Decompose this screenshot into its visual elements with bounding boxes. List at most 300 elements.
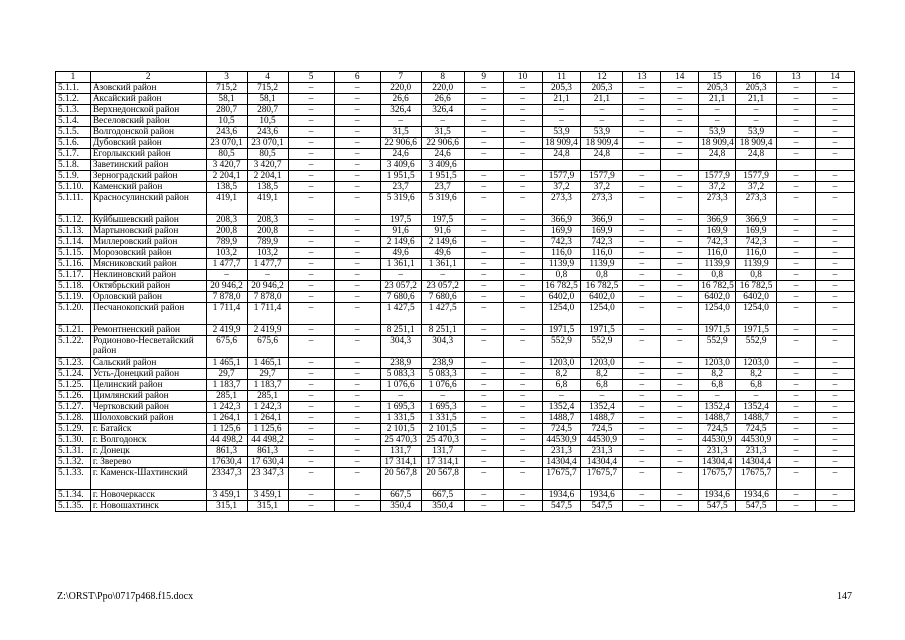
value-cell: 6402,0	[699, 292, 736, 303]
value-cell: 44530,9	[581, 435, 623, 446]
row-number-cell: 5.1.8.	[56, 160, 91, 171]
value-cell: –	[777, 182, 816, 193]
table-row	[56, 215, 855, 226]
value-cell: –	[815, 226, 854, 237]
value-cell: 552,9	[542, 336, 581, 358]
value-cell: –	[815, 105, 854, 116]
row-number-cell: 5.1.21.	[56, 325, 91, 336]
value-cell: 273,3	[542, 193, 581, 215]
value-cell: –	[777, 83, 816, 94]
value-cell: –	[815, 138, 854, 149]
value-cell: –	[464, 105, 503, 116]
value-cell: –	[288, 138, 334, 149]
district-name-cell: г. Зверево	[90, 457, 206, 468]
value-cell: –	[288, 369, 334, 380]
value-cell: –	[623, 435, 661, 446]
value-cell: –	[815, 446, 854, 457]
value-cell: 3 420,7	[206, 160, 247, 171]
value-cell: –	[777, 127, 816, 138]
value-cell: –	[661, 215, 699, 226]
value-cell: –	[334, 292, 380, 303]
value-cell: –	[288, 402, 334, 413]
table-header-row	[56, 72, 855, 83]
value-cell: –	[334, 127, 380, 138]
value-cell: 231,3	[699, 446, 736, 457]
value-cell: 8,2	[581, 369, 623, 380]
value-cell: –	[503, 215, 542, 226]
value-cell: –	[464, 259, 503, 270]
value-cell: –	[542, 391, 581, 402]
value-cell: –	[623, 369, 661, 380]
value-cell: –	[623, 138, 661, 149]
value-cell: –	[503, 248, 542, 259]
value-cell: 789,9	[206, 237, 247, 248]
value-cell: 243,6	[206, 127, 247, 138]
value-cell: –	[623, 127, 661, 138]
table-row	[56, 248, 855, 259]
value-cell: –	[503, 270, 542, 281]
value-cell: –	[815, 248, 854, 259]
value-cell: 419,1	[206, 193, 247, 215]
value-cell: –	[334, 270, 380, 281]
district-name-cell: Родионово-Несветайский район	[90, 336, 206, 358]
value-cell: –	[815, 116, 854, 127]
row-number-cell: 5.1.4.	[56, 116, 91, 127]
value-cell: –	[661, 358, 699, 369]
value-cell: –	[777, 248, 816, 259]
value-cell: 1 361,1	[380, 259, 421, 270]
district-name-cell: г. Батайск	[90, 424, 206, 435]
value-cell: –	[503, 303, 542, 325]
value-cell	[581, 160, 623, 171]
value-cell: 20 946,2	[247, 281, 288, 292]
value-cell: –	[334, 325, 380, 336]
value-cell: –	[777, 468, 816, 490]
value-cell: –	[464, 149, 503, 160]
value-cell: 1 361,1	[421, 259, 464, 270]
value-cell: 131,7	[380, 446, 421, 457]
value-cell: 3 420,7	[247, 160, 288, 171]
value-cell: –	[464, 402, 503, 413]
value-cell: –	[623, 270, 661, 281]
value-cell: –	[581, 391, 623, 402]
value-cell: –	[464, 435, 503, 446]
value-cell: 14304,4	[542, 457, 581, 468]
value-cell: –	[503, 424, 542, 435]
value-cell: –	[815, 413, 854, 424]
value-cell: –	[334, 138, 380, 149]
value-cell	[542, 160, 581, 171]
value-cell: –	[503, 171, 542, 182]
value-cell: 1352,4	[699, 402, 736, 413]
value-cell: –	[288, 270, 334, 281]
value-cell: 5 083,3	[380, 369, 421, 380]
value-cell: –	[464, 303, 503, 325]
value-cell: 53,9	[736, 127, 777, 138]
value-cell: 17675,7	[736, 468, 777, 490]
value-cell: 10,5	[247, 116, 288, 127]
value-cell: –	[777, 380, 816, 391]
value-cell: 44530,9	[699, 435, 736, 446]
value-cell: –	[503, 83, 542, 94]
value-cell: 7 878,0	[206, 292, 247, 303]
value-cell	[699, 160, 736, 171]
value-cell: 3 409,6	[380, 160, 421, 171]
value-cell: 24,8	[542, 149, 581, 160]
value-cell: –	[661, 237, 699, 248]
value-cell: –	[777, 490, 816, 501]
value-cell: –	[464, 413, 503, 424]
district-name-cell: г. Новошахтинск	[90, 501, 206, 512]
value-cell: 2 149,6	[380, 237, 421, 248]
table-row	[56, 380, 855, 391]
value-cell: –	[736, 116, 777, 127]
value-cell: 1 331,5	[380, 413, 421, 424]
value-cell: 7 878,0	[247, 292, 288, 303]
value-cell: –	[503, 336, 542, 358]
value-cell: 116,0	[736, 248, 777, 259]
value-cell: 1254,0	[542, 303, 581, 325]
value-cell: –	[503, 182, 542, 193]
value-cell: –	[623, 226, 661, 237]
value-cell: 1254,0	[581, 303, 623, 325]
value-cell: 16 782,5	[581, 281, 623, 292]
value-cell: –	[542, 105, 581, 116]
value-cell: 2 101,5	[421, 424, 464, 435]
value-cell: 1488,7	[736, 413, 777, 424]
value-cell: –	[661, 149, 699, 160]
value-cell: 6,8	[736, 380, 777, 391]
value-cell: –	[815, 171, 854, 182]
value-cell: –	[464, 501, 503, 512]
value-cell: 205,3	[581, 83, 623, 94]
district-name-cell: Цимлянский район	[90, 391, 206, 402]
value-cell: –	[288, 281, 334, 292]
district-name-cell: г. Каменск-Шахтинский	[90, 468, 206, 490]
value-cell: –	[334, 391, 380, 402]
row-number-cell: 5.1.22.	[56, 336, 91, 358]
value-cell: 26,6	[421, 94, 464, 105]
column-header: 11	[542, 72, 581, 83]
value-cell: 14304,4	[581, 457, 623, 468]
value-cell: 23347,3	[206, 468, 247, 490]
value-cell: 6402,0	[542, 292, 581, 303]
value-cell: 1 183,7	[247, 380, 288, 391]
value-cell: –	[334, 215, 380, 226]
value-cell: 1 951,5	[421, 171, 464, 182]
value-cell: 53,9	[542, 127, 581, 138]
value-cell: –	[503, 402, 542, 413]
column-header: 5	[288, 72, 334, 83]
value-cell: 21,1	[736, 94, 777, 105]
value-cell: –	[581, 116, 623, 127]
value-cell: –	[288, 193, 334, 215]
value-cell: –	[815, 435, 854, 446]
value-cell: –	[503, 237, 542, 248]
table-row	[56, 303, 855, 325]
value-cell: –	[464, 281, 503, 292]
value-cell: 1488,7	[699, 413, 736, 424]
table-row	[56, 446, 855, 457]
value-cell: 116,0	[581, 248, 623, 259]
column-header: 8	[421, 72, 464, 83]
value-cell: –	[464, 116, 503, 127]
value-cell: –	[777, 116, 816, 127]
value-cell: 31,5	[421, 127, 464, 138]
district-name-cell: Дубовский район	[90, 138, 206, 149]
value-cell: 2 204,1	[206, 171, 247, 182]
value-cell: –	[623, 182, 661, 193]
value-cell: 80,5	[247, 149, 288, 160]
value-cell: 675,6	[206, 336, 247, 358]
value-cell: 16 782,5	[736, 281, 777, 292]
value-cell: 0,8	[736, 270, 777, 281]
value-cell: –	[661, 259, 699, 270]
value-cell: –	[815, 369, 854, 380]
value-cell: –	[334, 501, 380, 512]
value-cell: 23 070,1	[247, 138, 288, 149]
value-cell: –	[661, 248, 699, 259]
value-cell: –	[699, 391, 736, 402]
value-cell: –	[777, 281, 816, 292]
value-cell: –	[464, 424, 503, 435]
value-cell: –	[380, 116, 421, 127]
value-cell: –	[288, 303, 334, 325]
value-cell: 205,3	[699, 83, 736, 94]
value-cell: –	[815, 402, 854, 413]
row-number-cell: 5.1.1.	[56, 83, 91, 94]
row-number-cell: 5.1.2.	[56, 94, 91, 105]
value-cell: 80,5	[206, 149, 247, 160]
value-cell: –	[334, 94, 380, 105]
value-cell: –	[623, 171, 661, 182]
row-number-cell: 5.1.16.	[56, 259, 91, 270]
value-cell: –	[421, 391, 464, 402]
value-cell: 1 264,1	[247, 413, 288, 424]
value-cell: 23 057,2	[380, 281, 421, 292]
row-number-cell: 5.1.24.	[56, 369, 91, 380]
row-number-cell: 5.1.26.	[56, 391, 91, 402]
table-row	[56, 138, 855, 149]
row-number-cell: 5.1.30.	[56, 435, 91, 446]
value-cell: 31,5	[380, 127, 421, 138]
value-cell: 667,5	[380, 490, 421, 501]
value-cell: –	[661, 325, 699, 336]
value-cell: –	[288, 424, 334, 435]
value-cell: –	[777, 105, 816, 116]
column-header: 1	[56, 72, 91, 83]
row-number-cell: 5.1.34.	[56, 490, 91, 501]
value-cell: 1203,0	[736, 358, 777, 369]
value-cell: 58,1	[247, 94, 288, 105]
value-cell: 366,9	[736, 215, 777, 226]
value-cell: 8,2	[542, 369, 581, 380]
value-cell: 26,6	[380, 94, 421, 105]
value-cell: –	[334, 369, 380, 380]
value-cell: 6402,0	[736, 292, 777, 303]
value-cell: 91,6	[421, 226, 464, 237]
value-cell: 1488,7	[542, 413, 581, 424]
value-cell: –	[288, 490, 334, 501]
value-cell	[623, 160, 661, 171]
value-cell: 0,8	[699, 270, 736, 281]
value-cell: 366,9	[699, 215, 736, 226]
value-cell: –	[623, 336, 661, 358]
value-cell: –	[623, 248, 661, 259]
value-cell: 1254,0	[736, 303, 777, 325]
row-number-cell: 5.1.32.	[56, 457, 91, 468]
value-cell: –	[334, 182, 380, 193]
value-cell: 116,0	[699, 248, 736, 259]
value-cell: –	[661, 413, 699, 424]
column-header: 10	[503, 72, 542, 83]
value-cell: 715,2	[247, 83, 288, 94]
value-cell: 1 125,6	[206, 424, 247, 435]
district-name-cell: Красносулинский район	[90, 193, 206, 215]
value-cell: –	[815, 391, 854, 402]
value-cell: 1577,9	[542, 171, 581, 182]
value-cell: –	[288, 83, 334, 94]
value-cell: 21,1	[699, 94, 736, 105]
value-cell: –	[288, 457, 334, 468]
value-cell: –	[777, 303, 816, 325]
value-cell: –	[777, 259, 816, 270]
value-cell: 8 251,1	[421, 325, 464, 336]
table-row	[56, 325, 855, 336]
value-cell: –	[623, 83, 661, 94]
value-cell: –	[661, 292, 699, 303]
value-cell: –	[661, 303, 699, 325]
value-cell: –	[661, 281, 699, 292]
value-cell: –	[288, 413, 334, 424]
row-number-cell: 5.1.6.	[56, 138, 91, 149]
value-cell: –	[464, 457, 503, 468]
value-cell: –	[503, 116, 542, 127]
value-cell: 1139,9	[542, 259, 581, 270]
value-cell: 23 070,1	[206, 138, 247, 149]
value-cell: 169,9	[581, 226, 623, 237]
value-cell: –	[815, 292, 854, 303]
value-cell: –	[288, 94, 334, 105]
value-cell: –	[503, 259, 542, 270]
value-cell: –	[288, 446, 334, 457]
value-cell: –	[623, 259, 661, 270]
table-row	[56, 336, 855, 358]
row-number-cell: 5.1.13.	[56, 226, 91, 237]
column-header: 16	[736, 72, 777, 83]
value-cell: –	[503, 127, 542, 138]
district-name-cell: Заветинский район	[90, 160, 206, 171]
value-cell: –	[503, 94, 542, 105]
value-cell: –	[661, 490, 699, 501]
table-row	[56, 193, 855, 215]
row-number-cell: 5.1.29.	[56, 424, 91, 435]
value-cell: –	[623, 303, 661, 325]
value-cell: 273,3	[699, 193, 736, 215]
value-cell: 1 695,3	[421, 402, 464, 413]
value-cell: –	[815, 501, 854, 512]
value-cell: –	[288, 380, 334, 391]
value-cell: 304,3	[421, 336, 464, 358]
district-name-cell: Егорлыкский район	[90, 149, 206, 160]
value-cell: 22 906,6	[421, 138, 464, 149]
value-cell: –	[815, 270, 854, 281]
table-row	[56, 413, 855, 424]
value-cell: –	[661, 171, 699, 182]
value-cell: –	[661, 369, 699, 380]
value-cell: –	[699, 105, 736, 116]
column-header: 7	[380, 72, 421, 83]
value-cell: –	[421, 270, 464, 281]
value-cell: –	[334, 193, 380, 215]
value-cell: –	[334, 413, 380, 424]
value-cell: 304,3	[380, 336, 421, 358]
value-cell: –	[623, 501, 661, 512]
data-table	[55, 71, 855, 512]
value-cell: 20 567,8	[380, 468, 421, 490]
value-cell	[777, 160, 816, 171]
table-row	[56, 292, 855, 303]
value-cell: 1577,9	[699, 171, 736, 182]
district-name-cell: Мартыновский район	[90, 226, 206, 237]
value-cell: –	[288, 468, 334, 490]
value-cell: 220,0	[421, 83, 464, 94]
value-cell: 6,8	[542, 380, 581, 391]
value-cell: 2 101,5	[380, 424, 421, 435]
value-cell: –	[623, 149, 661, 160]
value-cell: 37,2	[581, 182, 623, 193]
value-cell: –	[661, 336, 699, 358]
value-cell: 17 630,4	[247, 457, 288, 468]
value-cell: –	[503, 226, 542, 237]
row-number-cell: 5.1.35.	[56, 501, 91, 512]
value-cell: 44530,9	[542, 435, 581, 446]
district-name-cell: Целинский район	[90, 380, 206, 391]
value-cell: 238,9	[380, 358, 421, 369]
value-cell: –	[288, 116, 334, 127]
table-row	[56, 160, 855, 171]
value-cell: 6,8	[581, 380, 623, 391]
value-cell: 231,3	[581, 446, 623, 457]
value-cell: –	[815, 457, 854, 468]
table-row	[56, 182, 855, 193]
value-cell: 789,9	[247, 237, 288, 248]
row-number-cell: 5.1.17.	[56, 270, 91, 281]
value-cell: –	[334, 116, 380, 127]
row-number-cell: 5.1.33.	[56, 468, 91, 490]
value-cell: –	[334, 259, 380, 270]
value-cell: 1 477,7	[247, 259, 288, 270]
district-name-cell: Верхнедонской район	[90, 105, 206, 116]
value-cell: 169,9	[699, 226, 736, 237]
value-cell	[464, 160, 503, 171]
district-name-cell: Чертковский район	[90, 402, 206, 413]
value-cell: 315,1	[206, 501, 247, 512]
row-number-cell: 5.1.11.	[56, 193, 91, 215]
value-cell: –	[699, 116, 736, 127]
value-cell: 116,0	[542, 248, 581, 259]
column-header: 4	[247, 72, 288, 83]
value-cell: –	[288, 248, 334, 259]
value-cell: –	[288, 226, 334, 237]
value-cell: 5 319,6	[380, 193, 421, 215]
value-cell: –	[464, 270, 503, 281]
table-row	[56, 468, 855, 490]
value-cell: 667,5	[421, 490, 464, 501]
table-row	[56, 358, 855, 369]
value-cell: 14304,4	[736, 457, 777, 468]
page-number: 147	[837, 591, 852, 602]
